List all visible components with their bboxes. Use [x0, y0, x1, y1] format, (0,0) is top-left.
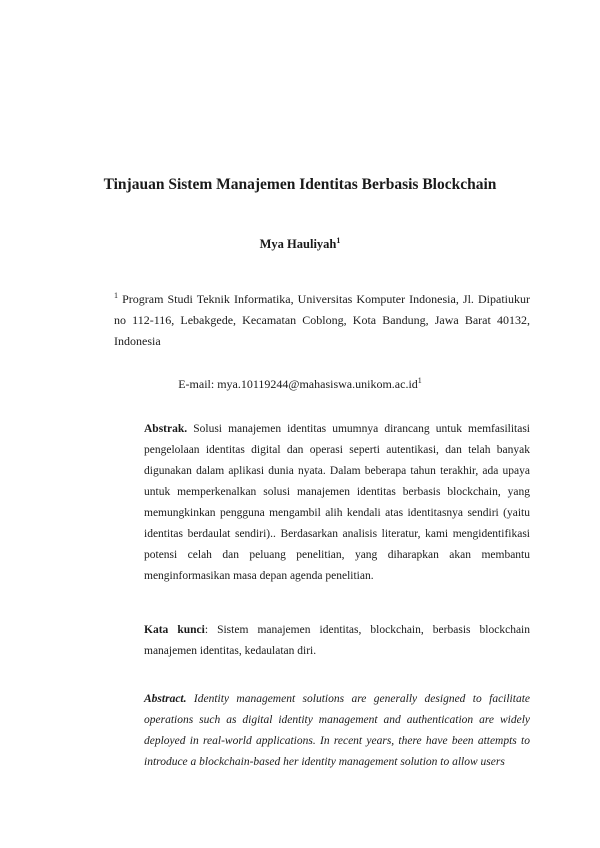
abstrak-text: Solusi manajemen identitas umumnya dirancang untuk memfasilitasi pengelolaan identitas digital dan operasi seperti autentikasi, dan telah banyak digunakan dalam aplikasi dunia nyata. Dalam beberapa tahun terakhir, ada upaya untuk memperkenalkan solusi manajemen identitas berbasis blockchain, yang memungkinkan pengguna mengambil alih kendali atas identitasnya sendiri (yaitu identitas berdaulat sendiri).. Berdasarkan analisis literatur, kami mengidentifikasi potensi celah dan peluang penelitian, yang diharapkan akan membantu menginformasikan masa depan agenda penelitian. — [144, 423, 530, 582]
affiliation-mark: 1 — [114, 291, 118, 300]
abstrak-section — [144, 419, 530, 587]
email-line — [0, 376, 600, 392]
keywords-section — [144, 620, 530, 662]
abstract-english-text: Identity management solutions are generally designed to facilitate operations such as digital identity management and authentication are widely deployed in real-world applications. In recent years, there have been attempts to introduce a blockchain-based her identity management solution to allow users — [144, 693, 530, 768]
affiliation-text: Program Studi Teknik Informatika, Universitas Komputer Indonesia, Jl. Dipatiukur no 112-116, Lebakgede, Kecamatan Coblong, Kota Bandung, Jawa Barat 40132, Indonesia — [114, 292, 530, 348]
author-line — [0, 236, 600, 252]
email-text: E-mail: mya.10119244@mahasiswa.unikom.ac.id — [178, 377, 418, 391]
abstract-english-label: Abstract. — [144, 693, 187, 705]
author-name: Mya Hauliyah — [259, 237, 337, 252]
author-affiliation-mark: 1 — [336, 236, 341, 245]
keywords-text: : Sistem manajemen identitas, blockchain, berbasis blockchain manajemen identitas, kedaulatan diri. — [144, 624, 531, 657]
abstrak-label: Abstrak. — [144, 423, 188, 435]
keywords-label: Kata kunci — [144, 624, 205, 636]
affiliation — [114, 285, 530, 352]
email-mark: 1 — [417, 376, 422, 385]
paper-title: Tinjauan Sistem Manajemen Identitas Berbasis Blockchain — [103, 176, 497, 193]
abstract-english-section — [144, 689, 530, 773]
